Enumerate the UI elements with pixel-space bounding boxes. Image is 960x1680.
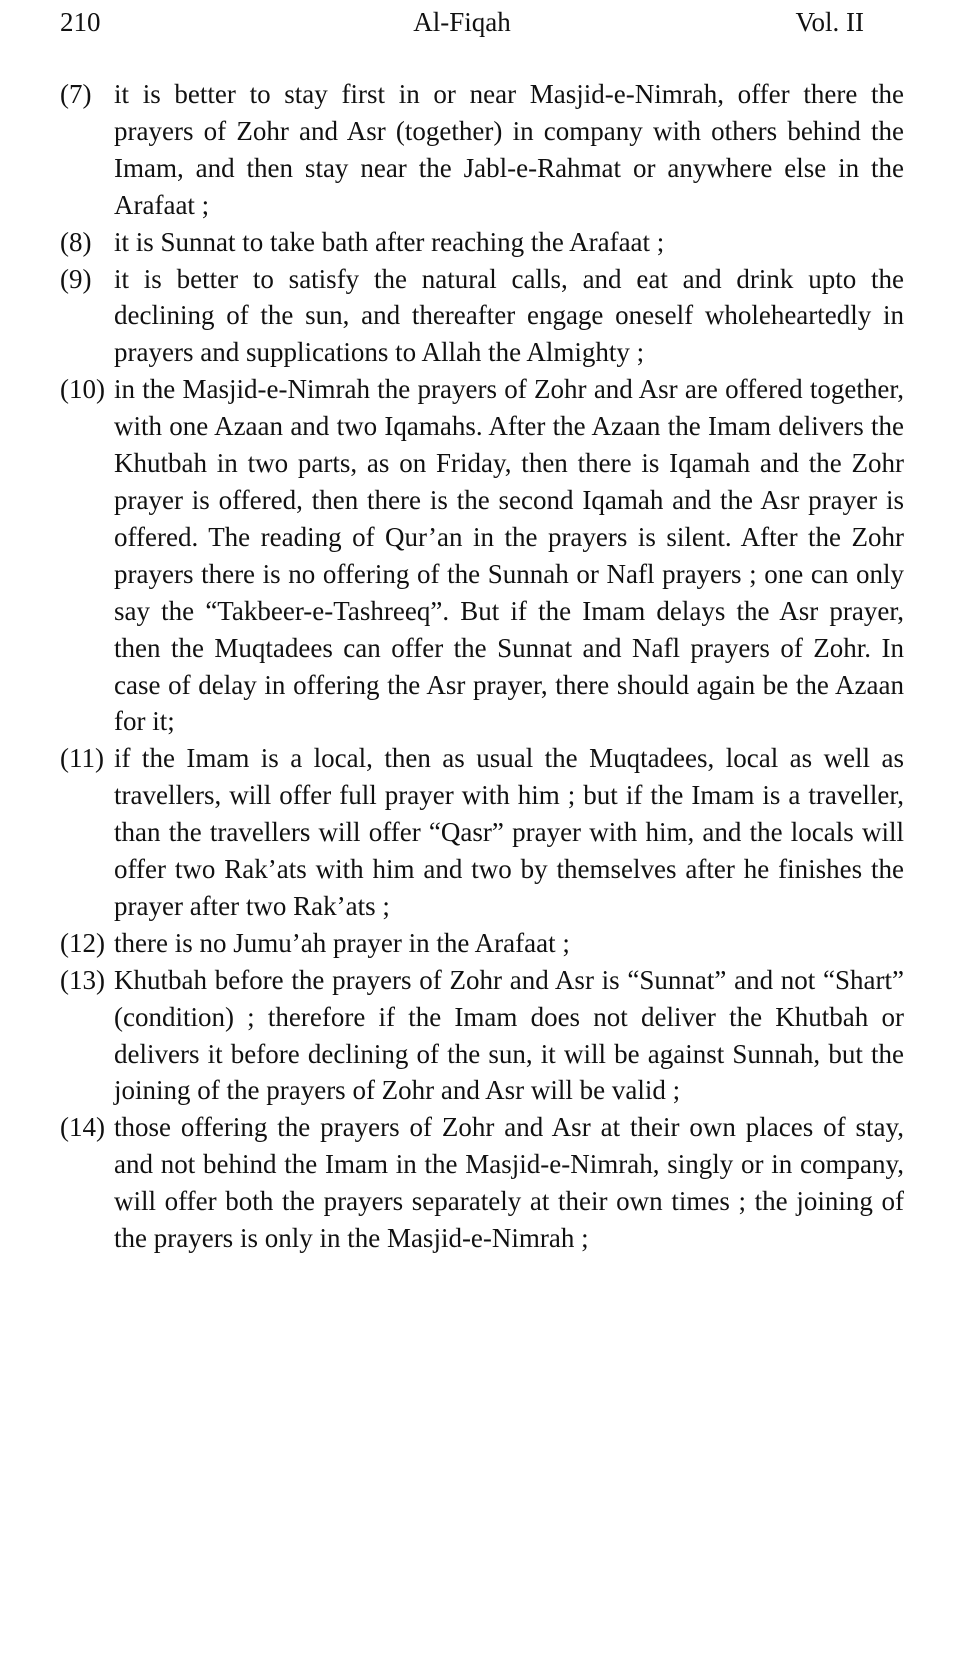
item-text: it is better to stay first in or near Masjid-e-Nimrah, offer there the prayers of Zohr and Asr (together) in company with others behind the Imam, and then stay near the Jabl-e-Rahmat or anywhere else in the Arafaat ; [114, 79, 904, 220]
list-item-8 [60, 224, 904, 261]
item-text: there is no Jumu’ah prayer in the Arafaat ; [114, 927, 570, 958]
list-item-12 [60, 925, 904, 962]
list-item-10 [60, 371, 904, 740]
item-number: (9) [60, 263, 92, 294]
item-text: it is better to satisfy the natural calls, and eat and drink upto the declining of the sun, and thereafter engage oneself wholeheartedly in prayers and supplications to Allah the Almighty ; [114, 263, 904, 368]
page-number: 210 [60, 7, 101, 37]
item-text: those offering the prayers of Zohr and Asr at their own places of stay, and not behind the Imam in the Masjid-e-Nimrah, singly or in company, will offer both the prayers separately at their own times ; the joining of the prayers is only in the Masjid-e-Nimrah ; [114, 1112, 904, 1254]
list-item-14 [60, 1109, 904, 1257]
item-number: (10) [60, 374, 105, 405]
numbered-list [60, 76, 904, 1257]
list-item-7 [60, 76, 904, 224]
volume-label: Vol. II [795, 7, 864, 37]
item-text: Khutbah before the prayers of Zohr and Asr is “Sunnat” and not “Shart” (condition) ; therefore if the Imam does not deliver the Khutbah or delivers it before declining of the sun, it will be against Sunnah, but the joining of the prayers of Zohr and Asr will be valid ; [114, 964, 904, 1106]
item-number: (11) [60, 743, 104, 774]
book-title: Al-Fiqah [413, 7, 511, 37]
item-number: (8) [60, 226, 92, 257]
item-number: (7) [60, 79, 92, 109]
item-number: (12) [60, 927, 105, 958]
item-text: it is Sunnat to take bath after reaching the Arafaat ; [114, 226, 665, 257]
item-text: in the Masjid-e-Nimrah the prayers of Zohr and Asr are offered together, with one Azaan and two Iqamahs. After the Azaan the Imam delivers the Khutbah in two parts, as on Friday, then there is Iqamah and the Zohr prayer is offered, then there is the second Iqamah and the Asr prayer is offered. The reading of Qur’an in the prayers is silent. After the Zohr prayers there is no offering of the Sunnah or Nafl prayers ; one can only say the “Takbeer-e-Tashreeq”. But if the Imam delays the Asr prayer, then the Muqtadees can offer the Sunnat and Nafl prayers of Zohr. In case of delay in offering the Asr prayer, there should again be the Azaan for it; [114, 374, 904, 737]
list-item-11 [60, 740, 904, 925]
item-number: (13) [60, 964, 105, 995]
item-text: if the Imam is a local, then as usual the Muqtadees, local as well as travellers, will offer full prayer with him ; but if the Imam is a traveller, than the travellers will offer “Qasr” prayer with him, and the locals will offer two Rak’ats with him and two by themselves after he finishes the prayer after two Rak’ats ; [114, 743, 904, 921]
list-item-13 [60, 962, 904, 1110]
list-item-9 [60, 261, 904, 372]
running-header [60, 4, 864, 40]
item-number: (14) [60, 1112, 105, 1143]
